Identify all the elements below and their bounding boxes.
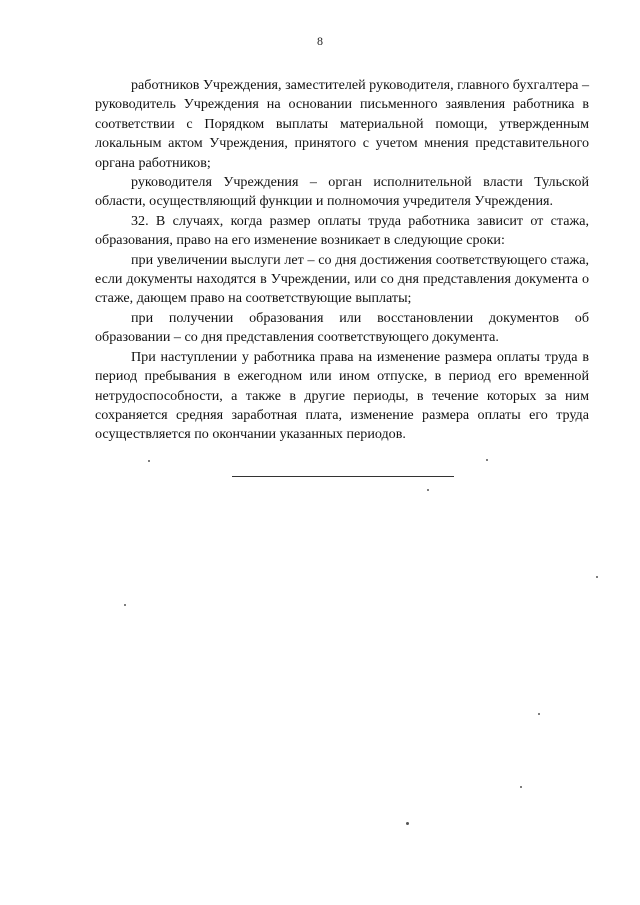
- paragraph-clause-32: 32. В случаях, когда размер оплаты труда работника зависит от стажа, образования, право на его изменение возникает в следующие сроки:: [95, 212, 589, 249]
- scan-speck: [148, 460, 150, 462]
- closing-separator-line: [232, 476, 454, 477]
- scan-speck: [124, 604, 126, 606]
- scan-speck: [427, 489, 429, 491]
- scan-speck: [538, 713, 540, 715]
- paragraph-material-aid-employees: работников Учреждения, заместителей руководителя, главного бухгалтера – руководитель Учреждения на основании письменного заявления работника в соответствии с Порядком выплаты материальной помощи, утвержденным локальным актом Учреждения, принятого с учетом мнения представительного органа работников;: [95, 77, 589, 171]
- document-body: [95, 76, 589, 445]
- paragraph-leave-periods: При наступлении у работника права на изменение размера оплаты труда в период пребывания в ежегодном или ином отпуске, в период его временной нетрудоспособности, а также в другие периоды, в течение которых за ним сохраняется средняя заработная плата, изменение размера оплаты его труда осуществляется по окончании указанных периодов.: [95, 348, 589, 443]
- scan-speck: [486, 459, 488, 461]
- page-number: 8: [317, 34, 323, 48]
- scan-speck: [520, 786, 522, 788]
- scan-speck: [406, 822, 409, 825]
- paragraph-education-documents: при получении образования или восстановлении документов об образовании – со дня представления соответствующего документа.: [95, 309, 589, 346]
- scan-speck: [596, 576, 598, 578]
- paragraph-seniority-increase: при увеличении выслуги лет – со дня достижения соответствующего стажа, если документы находятся в Учреждении, или со дня представления документа о стаже, дающем право на соответствующие выплаты;: [95, 251, 589, 307]
- paragraph-material-aid-head: руководителя Учреждения – орган исполнительной власти Тульской области, осуществляющий функции и полномочия учредителя Учреждения.: [95, 174, 589, 210]
